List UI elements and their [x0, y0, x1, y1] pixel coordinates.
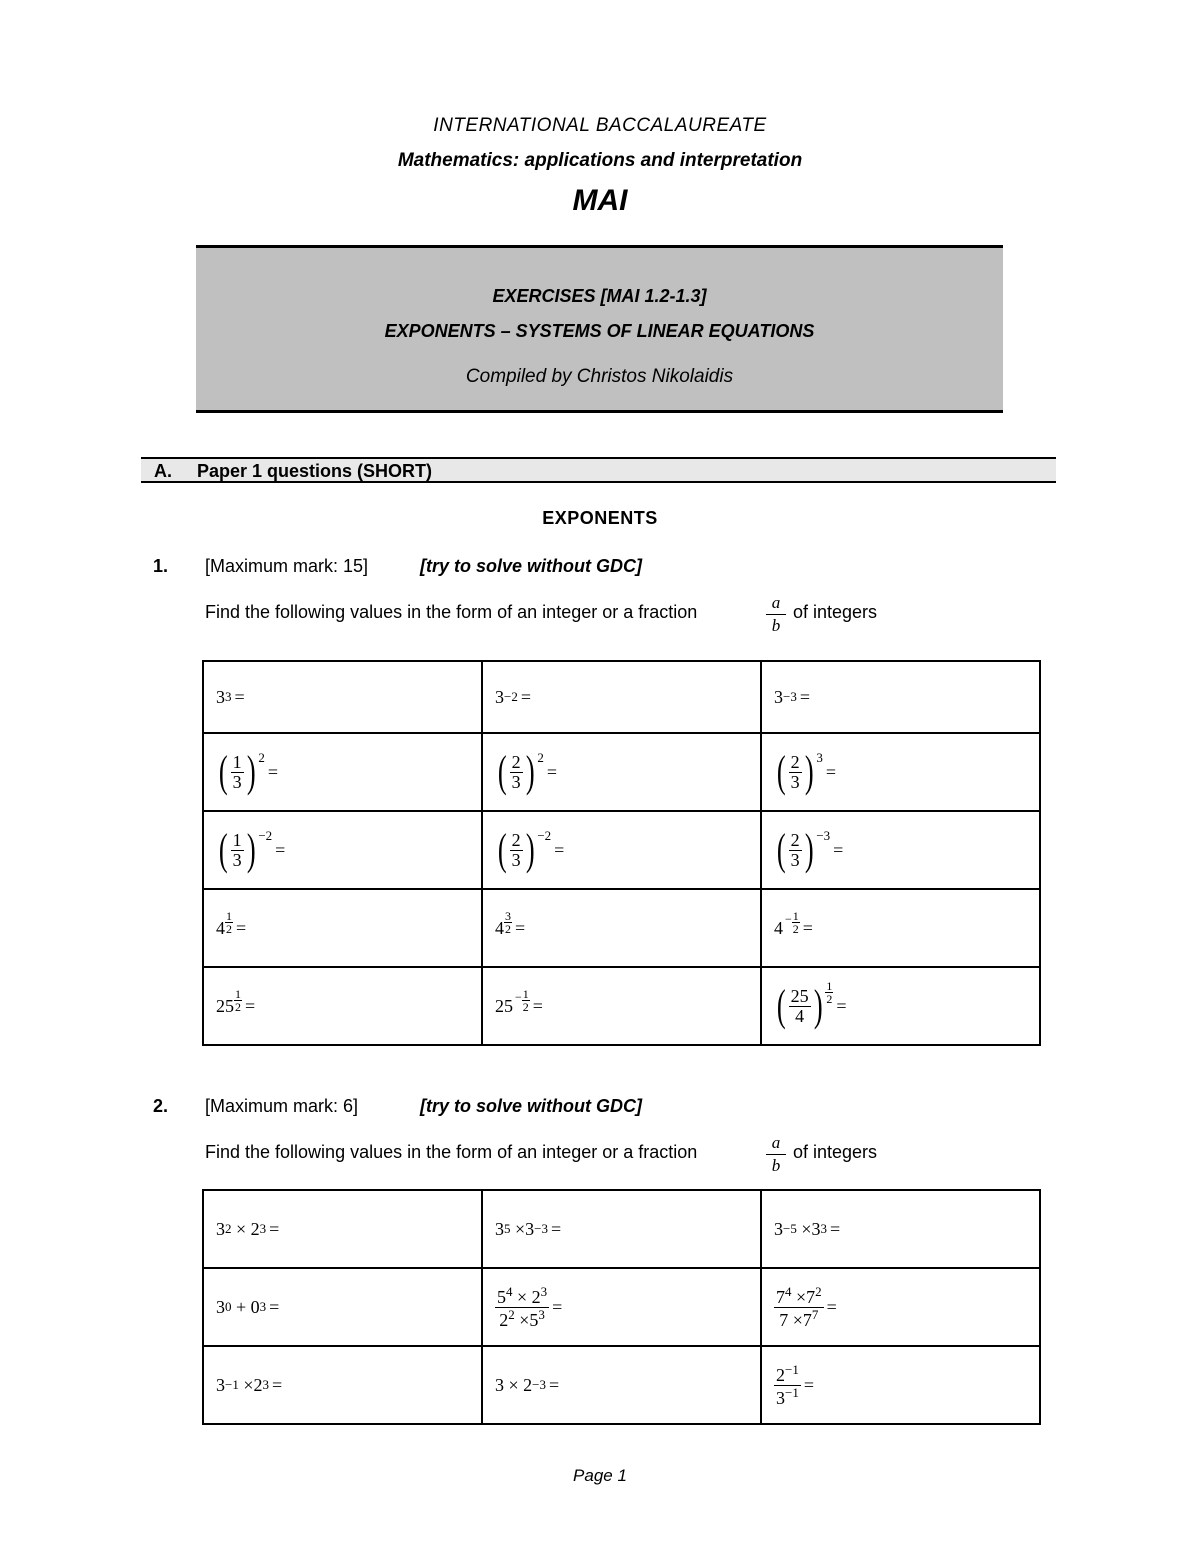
banner-exercises: EXERCISES [MAI 1.2-1.3] — [492, 286, 707, 306]
table-cell: 4 $\frac{1}{2}$ = — [203, 889, 482, 967]
table-cell: ( $\frac{25}{4}$ ) $\frac{1}{2}$ = — [761, 967, 1040, 1045]
max-mark: [Maximum mark: 15] — [205, 556, 369, 576]
table-cell: $\frac{7^4 \times 7^2}{7 \times 7^7}$ = — [761, 1268, 1040, 1346]
question-hint: [try to solve without GDC] — [420, 556, 642, 576]
table-cell: 25 $\frac{1}{2}$ = — [203, 967, 482, 1045]
question-number: 2. — [153, 1096, 169, 1116]
banner-topic: EXPONENTS – SYSTEMS OF LINEAR EQUATIONS — [384, 321, 815, 341]
title-banner — [196, 245, 1003, 413]
table-cell: ( $\frac{2}{3}$ ) $^{-3}$ = — [761, 811, 1040, 889]
section-header — [141, 457, 1056, 483]
table-cell: $\frac{5^4 \times 2^3}{2^2 \times 5^3}$ = — [482, 1268, 761, 1346]
question-prompt: Find the following values in the form of an integer or a fraction — [205, 1142, 698, 1162]
table-cell: 3 2 × 2 3 = — [203, 1190, 482, 1268]
institution-title: INTERNATIONAL BACCALAUREATE — [433, 115, 767, 136]
question-prompt-suffix: of integers — [793, 602, 878, 622]
table-cell: 3 −5 × 3 3 = — [761, 1190, 1040, 1268]
question-prompt: Find the following values in the form of an integer or a fraction — [205, 602, 698, 622]
question-number: 1. — [153, 556, 169, 576]
table-cell: 3 −2 = — [482, 661, 761, 733]
table-cell: 3 3 = — [203, 661, 482, 733]
question-prompt-suffix: of integers — [793, 1142, 878, 1162]
table-cell: ( $\frac{1}{3}$ ) $^{-2}$ = — [203, 811, 482, 889]
table-cell: 3 −3 = — [761, 661, 1040, 733]
table-cell: 3 0 + 0 3 = — [203, 1268, 482, 1346]
table-cell: $\frac{2^{-1}}{3^{-1}}$ = — [761, 1346, 1040, 1424]
question-hint: [try to solve without GDC] — [420, 1096, 642, 1116]
fraction-a-over-b: $\frac{a}{b}$ — [766, 1132, 786, 1177]
table-cell: 4 − $\frac{1}{2}$ = — [761, 889, 1040, 967]
table-cell: ( $\frac{1}{3}$ ) $^2$ = — [203, 733, 482, 811]
table-cell: 3 5 × 3 −3 = — [482, 1190, 761, 1268]
table-cell: ( $\frac{2}{3}$ ) $^2$ = — [482, 733, 761, 811]
table-cell: 3 × 2 −3 = — [482, 1346, 761, 1424]
course-code: MAI — [572, 184, 628, 217]
table-cell: ( $\frac{2}{3}$ ) $^{-2}$ = — [482, 811, 761, 889]
section-title: Paper 1 questions (SHORT) — [197, 461, 433, 481]
table-cell: ( $\frac{2}{3}$ ) $^3$ = — [761, 733, 1040, 811]
course-title: Mathematics: applications and interpretation — [397, 150, 803, 171]
subsection-title: EXPONENTS — [542, 508, 658, 528]
table-cell: 25 − $\frac{1}{2}$ = — [482, 967, 761, 1045]
banner-author: Compiled by Christos Nikolaidis — [465, 366, 734, 387]
table-cell: 3 −1 × 2 3 = — [203, 1346, 482, 1424]
table-cell: 4 $\frac{3}{2}$ = — [482, 889, 761, 967]
page-number: Page 1 — [573, 1466, 627, 1485]
fraction-a-over-b: $\frac{a}{b}$ — [766, 592, 786, 637]
section-letter: A. — [154, 461, 172, 481]
max-mark: [Maximum mark: 6] — [205, 1096, 359, 1116]
exercise-table-1 — [202, 660, 1041, 1046]
exercise-table-2 — [202, 1189, 1041, 1425]
